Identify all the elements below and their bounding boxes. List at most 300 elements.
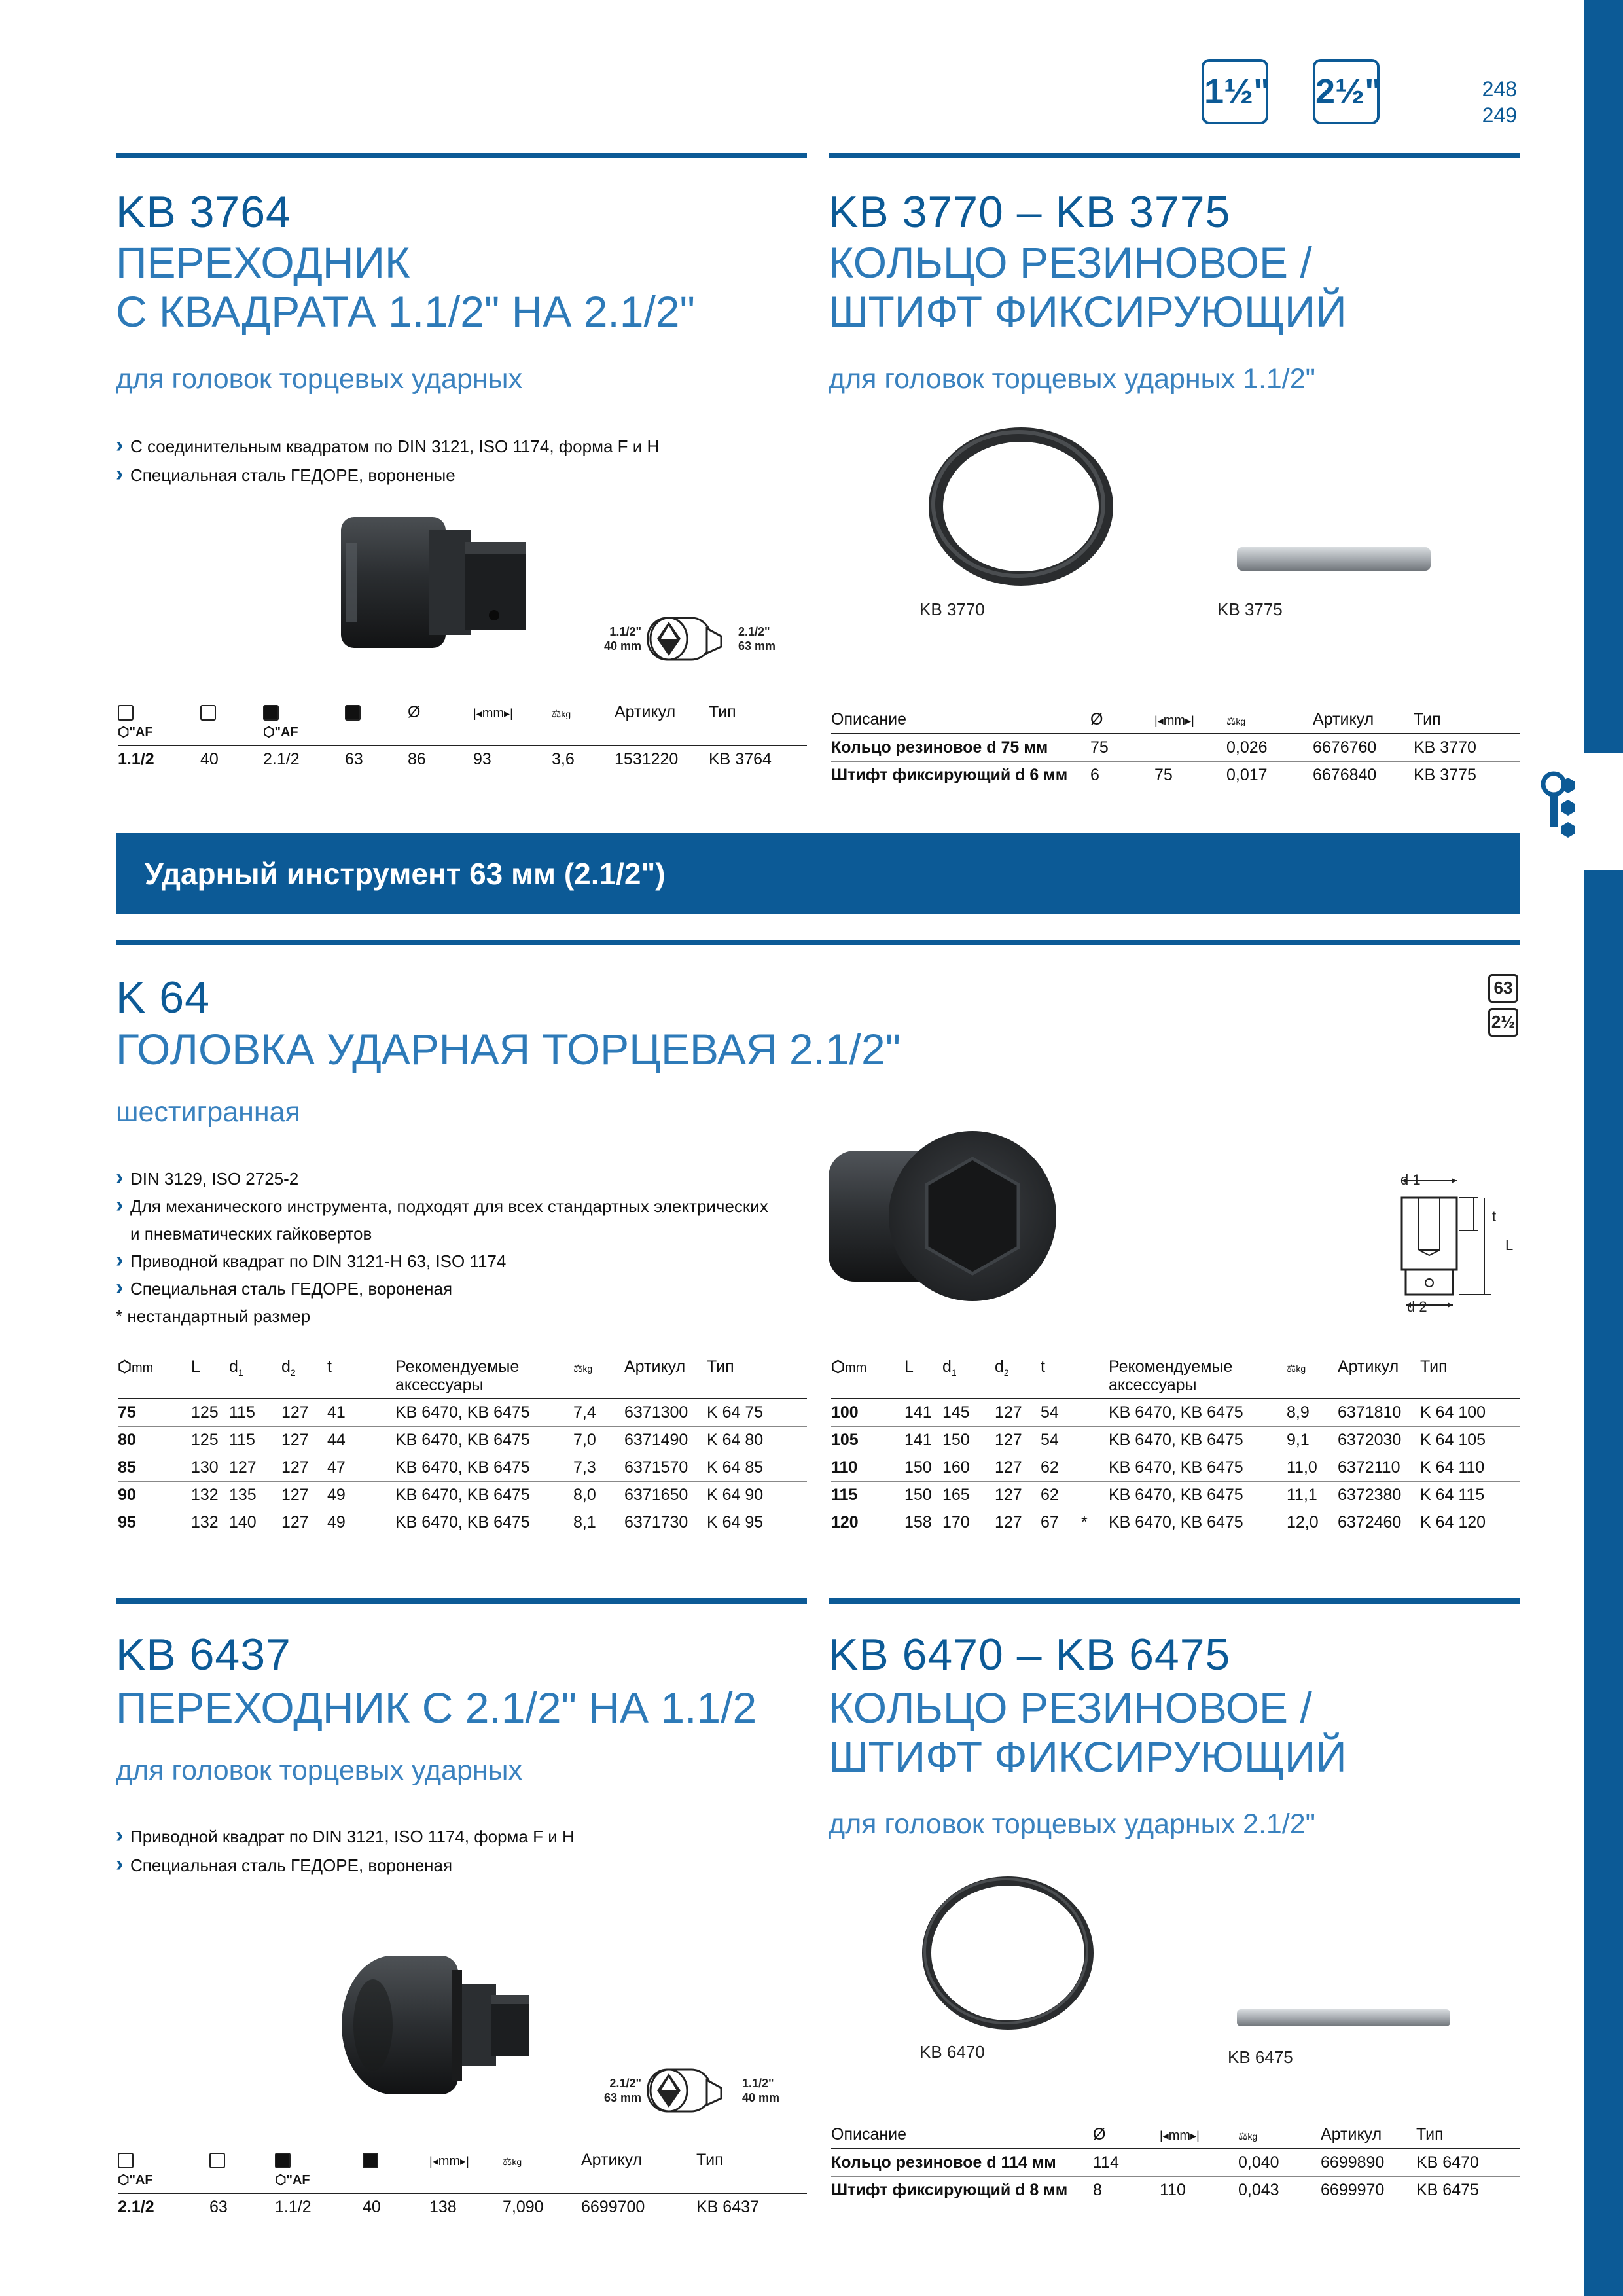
cell: 62 [1041, 1482, 1081, 1509]
col-d2: $d_2$ [281, 1357, 327, 1399]
col-weight: ⚖kg [1238, 2121, 1321, 2149]
col-d1: $d_1$ [229, 1357, 281, 1399]
cell: 40 [200, 750, 219, 768]
cell: 12,0 [1287, 1513, 1319, 1532]
cell: 1.1/2 [275, 2198, 312, 2216]
cell: KB 6470, KB 6475 [395, 1454, 573, 1482]
table-row [118, 1427, 807, 1454]
cell: 75 [1154, 766, 1173, 784]
section-rule [829, 1598, 1520, 1604]
col-length: |◂mm▸| [429, 2151, 503, 2193]
table-header-row [118, 1357, 807, 1399]
cell: 127 [281, 1482, 327, 1509]
product-subtitle: для головок торцевых ударных 1.1/2" [829, 363, 1315, 395]
title-line: ПЕРЕХОДНИК [116, 238, 410, 287]
product-subtitle: шестигранная [116, 1096, 300, 1128]
drive-size-badge-1-1-2: 1½" [1202, 59, 1268, 124]
cell: Кольцо резиновое d 75 мм [831, 734, 1090, 762]
cell: KB 3770 [1414, 734, 1520, 762]
cell: KB 6470, KB 6475 [1109, 1399, 1287, 1427]
cell: 135 [229, 1482, 281, 1509]
cell: 93 [473, 750, 491, 768]
input-drive-label [601, 624, 641, 653]
title-line: С КВАДРАТА 1.1/2" НА 2.1/2" [116, 287, 695, 336]
cell: KB 3764 [709, 750, 772, 768]
table-row [118, 1399, 807, 1427]
product-subtitle: для головок торцевых ударных [116, 363, 523, 395]
cell: 95 [118, 1513, 136, 1532]
drive-size: 2.1/2" [738, 625, 770, 638]
output-drive-label [738, 624, 776, 653]
square-drive-icon [118, 705, 134, 721]
cell: 100 [831, 1399, 904, 1427]
cell: K 64 120 [1420, 1513, 1486, 1532]
cell: K 64 90 [707, 1482, 807, 1509]
cell: 8 [1093, 2181, 1102, 2199]
cell: 127 [995, 1399, 1041, 1427]
cell: 150 [904, 1454, 942, 1482]
feature-item: › DIN 3129, ISO 2725-2 [116, 1165, 768, 1193]
title-line: ШТИФТ ФИКСИРУЮЩИЙ [829, 1732, 1347, 1781]
cell: 125 [191, 1427, 229, 1454]
locking-pin-image [1234, 545, 1435, 573]
cell: 150 [942, 1427, 995, 1454]
cell [368, 1399, 395, 1427]
col-length: |◂mm▸| [1154, 706, 1226, 734]
table-row [118, 1482, 807, 1509]
cell: KB 6470, KB 6475 [395, 1513, 530, 1532]
product-subtitle: для головок торцевых ударных 2.1/2" [829, 1808, 1315, 1840]
cell: 0,026 [1226, 734, 1313, 762]
cell: 150 [904, 1482, 942, 1509]
table-header-row [831, 2121, 1520, 2149]
col-type: Тип [1420, 1357, 1520, 1399]
cell: 8,9 [1287, 1399, 1338, 1427]
title-line: КОЛЬЦО РЕЗИНОВОЕ / [829, 238, 1312, 287]
cell: 86 [408, 750, 426, 768]
pin-caption: KB 3775 [1217, 600, 1283, 619]
cell [1081, 1482, 1109, 1509]
product-code: K 64 [116, 973, 210, 1022]
col-size: ⬡mm [831, 1357, 904, 1399]
cell: 0,043 [1238, 2181, 1279, 2199]
pin-caption: KB 6475 [1228, 2047, 1293, 2067]
cell: 115 [229, 1399, 281, 1427]
square-drive-filled-icon [263, 705, 279, 721]
square-drive-filled-icon [345, 705, 361, 721]
col-note [1081, 1357, 1109, 1399]
table-row [831, 734, 1520, 762]
col-article: Артикул [615, 703, 709, 745]
section-rule [829, 153, 1520, 158]
side-tab-gap [1584, 753, 1623, 870]
col-diameter: Ø [408, 703, 473, 745]
cell: 160 [942, 1454, 995, 1482]
cell: 6676760 [1313, 734, 1414, 762]
cell: K 64 115 [1420, 1482, 1520, 1509]
product-title [829, 238, 1347, 336]
cell: 6676840 [1313, 766, 1377, 784]
cell: 62 [1041, 1454, 1081, 1482]
cell: 9,1 [1287, 1427, 1338, 1454]
cell: 165 [942, 1482, 995, 1509]
col-weight: ⚖kg [552, 703, 615, 745]
col-type: Тип [1416, 2121, 1520, 2149]
cell: 0,040 [1238, 2149, 1321, 2177]
cell: 75 [1090, 734, 1154, 762]
spec-table [118, 2151, 807, 2221]
cell: 85 [118, 1454, 191, 1482]
col-drive-af-in: ⬡"AF [118, 2151, 209, 2193]
cell: 49 [327, 1482, 368, 1509]
hex-icon: ⬡ [831, 1358, 845, 1376]
table-body [831, 1399, 1520, 1536]
col-description: Описание [831, 706, 1090, 734]
drive-inch-badge: 2½ [1488, 1008, 1518, 1037]
banner-title: Ударный инструмент 63 мм (2.1/2") [145, 857, 666, 891]
cell: 6 [1090, 766, 1099, 784]
cell: K 64 110 [1420, 1454, 1520, 1482]
square-drive-icon [200, 705, 216, 721]
cell: 127 [995, 1427, 1041, 1454]
cell: KB 6475 [1416, 2181, 1479, 2199]
cell: 127 [281, 1454, 327, 1482]
drive-conversion-icon [641, 2062, 733, 2121]
dim-label-d2: d 2 [1407, 1299, 1427, 1315]
table-row [831, 1454, 1520, 1482]
cell: K 64 85 [707, 1454, 807, 1482]
drive-mm: 40 mm [742, 2091, 780, 2104]
section-rule [116, 153, 807, 158]
cell: 11,1 [1287, 1482, 1338, 1509]
cell: KB 6470, KB 6475 [395, 1482, 573, 1509]
spec-table [831, 2121, 1520, 2204]
col-description: Описание [831, 2121, 1093, 2149]
cell: 6372460 [1338, 1513, 1402, 1532]
col-note [368, 1357, 395, 1399]
cell: 63 [345, 750, 363, 768]
cell: 49 [327, 1513, 346, 1532]
square-drive-filled-icon [275, 2153, 291, 2168]
impact-socket-image [822, 1124, 1064, 1308]
feature-item-continued: и пневматических гайковертов [130, 1224, 372, 1244]
col-accessories: Рекомендуемые аксессуары [1109, 1357, 1287, 1399]
col-drive-af-in: ⬡"AF [118, 703, 200, 745]
col-L: L [904, 1357, 942, 1399]
cell: 6371730 [624, 1513, 688, 1532]
col-drive-mm-out [345, 703, 408, 745]
cell [368, 1482, 395, 1509]
feature-list [116, 1165, 768, 1330]
col-type: Тип [707, 1357, 807, 1399]
scale-icon: ⚖ [1287, 1363, 1296, 1374]
cell: 127 [995, 1454, 1041, 1482]
col-weight: ⚖kg [1287, 1357, 1338, 1399]
output-drive-label [742, 2076, 779, 2105]
feature-list [116, 432, 659, 490]
cell: KB 6470 [1416, 2149, 1520, 2177]
feature-item: › Специальная сталь ГЕДОРЕ, вороненая [116, 1851, 575, 1880]
cell: 80 [118, 1427, 191, 1454]
table-row [118, 1454, 807, 1482]
product-title [116, 238, 695, 336]
cell: 120 [831, 1513, 859, 1532]
drive-size: 2.1/2" [609, 2077, 641, 2090]
cell: KB 6437 [696, 2198, 759, 2216]
cell: KB 6470, KB 6475 [1109, 1482, 1287, 1509]
product-code: KB 3764 [116, 187, 291, 237]
cell: 7,0 [573, 1427, 624, 1454]
cell [1081, 1399, 1109, 1427]
col-weight: ⚖kg [503, 2151, 581, 2193]
cell [368, 1454, 395, 1482]
table-body [118, 1399, 807, 1536]
table-header-row [118, 2151, 807, 2193]
feature-item: › Приводной квадрат по DIN 3121, ISO 1174, форма F и H [116, 1822, 575, 1851]
cell [1154, 734, 1226, 762]
page-numbers [1478, 76, 1517, 128]
cell: 6371570 [624, 1454, 707, 1482]
adapter-image [337, 511, 533, 661]
cell [368, 1427, 395, 1454]
cell: 6372030 [1338, 1427, 1420, 1454]
drive-mm: 63 mm [738, 639, 776, 653]
spec-table-left [118, 1357, 807, 1536]
cell: 132 [191, 1513, 219, 1532]
spec-table [831, 706, 1520, 789]
cell: 47 [327, 1454, 368, 1482]
cell: 41 [327, 1399, 368, 1427]
cell [1160, 2149, 1238, 2177]
feature-item: › С соединительным квадратом по DIN 3121, ISO 1174, форма F и H [116, 432, 659, 461]
table-row [118, 745, 807, 773]
drive-mm: 40 mm [603, 639, 641, 653]
col-t: t [1041, 1357, 1081, 1399]
cell: 115 [831, 1482, 904, 1509]
cell: 158 [904, 1513, 932, 1532]
col-accessories: Рекомендуемые аксессуары [395, 1357, 573, 1399]
col-article: Артикул [624, 1357, 707, 1399]
col-diameter: Ø [1090, 706, 1154, 734]
col-drive-af-out: ⬡"AF [263, 703, 345, 745]
spec-table [118, 703, 807, 773]
table-row [831, 762, 1520, 789]
cell: 130 [191, 1454, 229, 1482]
cell: 138 [429, 2198, 457, 2216]
col-type: Тип [709, 703, 807, 745]
feature-item: › Для механического инструмента, подходят для всех стандартных электрических [116, 1193, 768, 1220]
cell: K 64 100 [1420, 1399, 1520, 1427]
cell [1081, 1454, 1109, 1482]
cell: KB 6470, KB 6475 [1109, 1513, 1243, 1532]
cell: 145 [942, 1399, 995, 1427]
product-title: ГОЛОВКА УДАРНАЯ ТОРЦЕВАЯ 2.1/2" [116, 1025, 901, 1073]
product-subtitle: для головок торцевых ударных [116, 1755, 523, 1786]
locking-pin-image [1234, 2005, 1454, 2032]
col-article: Артикул [581, 2151, 696, 2193]
cell: 40 [363, 2198, 381, 2216]
cell: 2.1/2 [118, 2198, 154, 2216]
section-rule [116, 1598, 807, 1604]
cell: 6699700 [581, 2198, 645, 2216]
cell: 125 [191, 1399, 229, 1427]
table-row [831, 1509, 1520, 1537]
cell: 2.1/2 [263, 750, 300, 768]
feature-item: › Специальная сталь ГЕДОРЕ, вороненая [116, 1275, 768, 1302]
cell: 0,017 [1226, 766, 1268, 784]
scale-icon: ⚖ [573, 1363, 583, 1374]
cell: 7,4 [573, 1399, 624, 1427]
cell: 132 [191, 1482, 229, 1509]
table-header-row [831, 706, 1520, 734]
page-number-left: 248 [1482, 77, 1517, 101]
feature-item: › Специальная сталь ГЕДОРЕ, вороненые [116, 461, 659, 490]
col-drive-mm-in [209, 2151, 275, 2193]
section-banner [116, 833, 1520, 914]
col-t: t [327, 1357, 368, 1399]
cell: 63 [209, 2198, 228, 2216]
cell: 6699970 [1321, 2181, 1385, 2199]
cell: 67 [1041, 1513, 1059, 1532]
cell: 3,6 [552, 750, 575, 768]
col-drive-mm-in [200, 703, 263, 745]
cell: 6371650 [624, 1482, 707, 1509]
cell: 1.1/2 [118, 750, 154, 768]
square-drive-icon [118, 2153, 134, 2168]
col-drive-mm-out [363, 2151, 429, 2193]
title-line: ШТИФТ ФИКСИРУЮЩИЙ [829, 287, 1347, 336]
cell: 54 [1041, 1399, 1081, 1427]
cell: Кольцо резиновое d 114 мм [831, 2149, 1093, 2177]
cell: K 64 80 [707, 1427, 807, 1454]
product-code: KB 6470 – KB 6475 [829, 1630, 1231, 1679]
table-row [831, 1482, 1520, 1509]
spec-table-right [831, 1357, 1520, 1536]
cell: 6371490 [624, 1427, 707, 1454]
table-row [831, 2149, 1520, 2177]
drive-size-badge-2-1-2: 2½" [1313, 59, 1380, 124]
dim-label-d1: d 1 [1400, 1172, 1421, 1188]
cell: KB 3775 [1414, 766, 1476, 784]
cell: 127 [229, 1454, 281, 1482]
cell: 140 [229, 1513, 257, 1532]
col-d1: $d_1$ [942, 1357, 995, 1399]
cell: 127 [995, 1482, 1041, 1509]
table-row [831, 1427, 1520, 1454]
ring-caption: KB 3770 [919, 600, 985, 619]
cell: 141 [904, 1427, 942, 1454]
table-row [118, 2193, 807, 2221]
cell: 127 [281, 1513, 309, 1532]
col-drive-af-out: ⬡"AF [275, 2151, 363, 2193]
col-weight: ⚖kg [1226, 706, 1313, 734]
cell: 127 [281, 1399, 327, 1427]
feature-item: › Приводной квадрат по DIN 3121-H 63, ISO 1174 [116, 1247, 768, 1275]
cell: 6372380 [1338, 1482, 1420, 1509]
cell [1081, 1427, 1109, 1454]
cell: Штифт фиксирующий d 6 мм [831, 766, 1068, 784]
drive-mm: 63 mm [603, 2091, 641, 2104]
table-row [831, 1399, 1520, 1427]
cell: 114 [1093, 2149, 1160, 2177]
hex-icon: ⬡ [118, 1358, 132, 1376]
cell: 110 [1160, 2181, 1186, 2199]
cell: 1531220 [615, 750, 679, 768]
col-type: Тип [696, 2151, 807, 2193]
cell: Штифт фиксирующий d 8 мм [831, 2181, 1068, 2199]
product-code: KB 6437 [116, 1630, 291, 1679]
col-article: Артикул [1321, 2121, 1416, 2149]
tool-category-icon [1539, 771, 1578, 843]
section-rule [116, 940, 1520, 945]
cell: 6699890 [1321, 2149, 1416, 2177]
dim-label-t: t [1492, 1208, 1497, 1225]
title-line: ПЕРЕХОДНИК С 2.1/2" НА 1.1/2 [116, 1683, 757, 1732]
cell: 7,3 [573, 1454, 624, 1482]
cell: 105 [831, 1427, 904, 1454]
drive-size: 1.1/2" [742, 2077, 774, 2090]
cell: KB 6470, KB 6475 [1109, 1454, 1287, 1482]
col-size: ⬡mm [118, 1357, 191, 1399]
cell: 6371300 [624, 1399, 707, 1427]
page-number-right: 249 [1482, 103, 1517, 127]
input-drive-label [601, 2076, 641, 2105]
adapter-image [334, 1944, 537, 2108]
table-row [831, 2177, 1520, 2204]
cell: 6371810 [1338, 1399, 1420, 1427]
col-length: |◂mm▸| [473, 703, 552, 745]
cell: 127 [995, 1513, 1022, 1532]
col-diameter: Ø [1093, 2121, 1160, 2149]
footnote: * нестандартный размер [116, 1306, 311, 1326]
cell: 44 [327, 1427, 368, 1454]
cell: 127 [281, 1427, 327, 1454]
cell: 75 [118, 1399, 191, 1427]
col-article: Артикул [1313, 706, 1414, 734]
drive-mm-badge: 63 [1488, 974, 1518, 1003]
cell [368, 1509, 395, 1537]
title-line: КОЛЬЦО РЕЗИНОВОЕ / [829, 1683, 1312, 1732]
cell: 110 [831, 1454, 904, 1482]
square-drive-filled-icon [363, 2153, 378, 2168]
ring-caption: KB 6470 [919, 2042, 985, 2062]
scale-icon: ⚖ [552, 709, 562, 720]
product-title [829, 1683, 1347, 1781]
cell: K 64 75 [707, 1399, 807, 1427]
cell: 6372110 [1338, 1454, 1420, 1482]
cell: 11,0 [1287, 1454, 1338, 1482]
col-length: |◂mm▸| [1160, 2121, 1238, 2149]
scale-icon: ⚖ [1238, 2131, 1248, 2142]
side-tab-bar [1584, 0, 1623, 2296]
cell: KB 6470, KB 6475 [395, 1399, 573, 1427]
col-type: Тип [1414, 706, 1520, 734]
table-header-row [118, 703, 807, 745]
table-header-row [831, 1357, 1520, 1399]
cell: 141 [904, 1399, 942, 1427]
cell: 8,0 [573, 1482, 624, 1509]
col-L: L [191, 1357, 229, 1399]
scale-icon: ⚖ [503, 2157, 512, 2168]
dim-label-L: L [1505, 1237, 1514, 1253]
feature-list [116, 1822, 575, 1880]
cell: 7,090 [503, 2198, 544, 2216]
scale-icon: ⚖ [1226, 716, 1236, 727]
cell: 54 [1041, 1427, 1081, 1454]
square-drive-icon [209, 2153, 225, 2168]
cell: 8,1 [573, 1513, 596, 1532]
product-code: KB 3770 – KB 3775 [829, 187, 1231, 237]
